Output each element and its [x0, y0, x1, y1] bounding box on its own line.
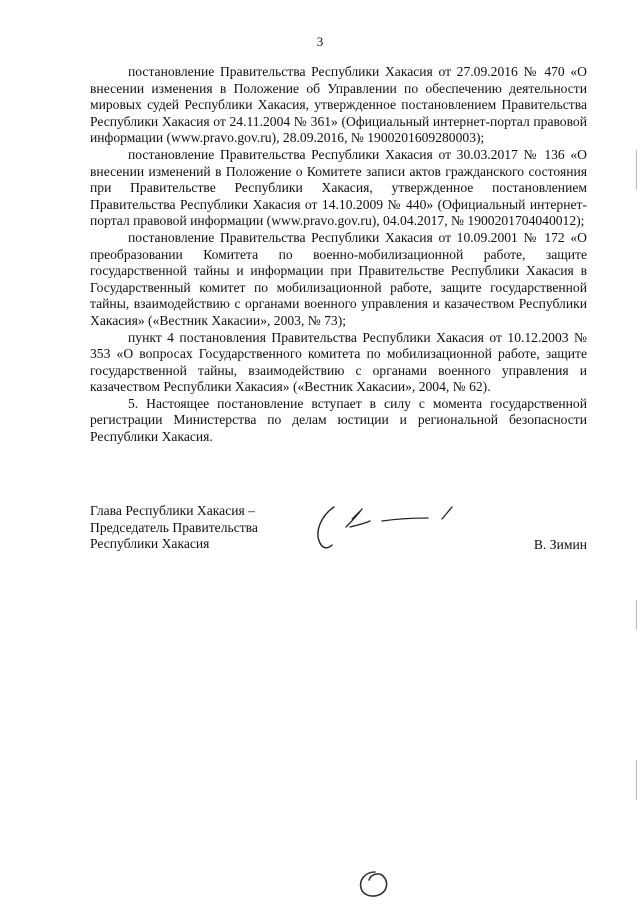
- scan-edge-line: [636, 150, 637, 190]
- signer-title-line: Глава Республики Хакасия –: [90, 503, 255, 518]
- paragraph-resolution-172: постановление Правительства Республики Хакасия от 10.09.2001 № 172 «О преобразовании Комитета по военно-мобилизационной работе, защите государственной тайны и информации при Правительстве Республики Хакасия в Государственный комитет по мобилизационной работе, защите государственной тайны, взаимодействию с органами военного управления и казачеством Республики Хакасия» («Вестник Хакасии», 2003, № 73);: [90, 229, 587, 328]
- signer-name: В. Зимин: [533, 537, 587, 552]
- scan-edge-line: [636, 760, 637, 800]
- paragraph-effective-date: 5. Настоящее постановление вступает в силу с момента государственной регистрации Министерства по делам юстиции и региональной безопасности Республики Хакасия.: [90, 395, 587, 445]
- signer-title: [90, 503, 258, 553]
- paragraph-resolution-353: пункт 4 постановления Правительства Республики Хакасия от 10.12.2003 № 353 «О вопросах Государственного комитета по мобилизационной работе, защите государственной тайны, взаимодействию с органами военного управления и казачеством Республики Хакасия» («Вестник Хакасии», 2004, № 62).: [90, 329, 587, 395]
- handwritten-signature: [312, 497, 462, 557]
- document-body: [90, 64, 587, 446]
- paragraph-resolution-136: постановление Правительства Республики Хакасия от 30.03.2017 № 136 «О внесении изменений в Положение о Комитете записи актов гражданского состояния при Правительстве Республики Хакасия, утвержденное постановлением Правительства Республики Хакасия от 14.10.2009 № 440» (Официальный интернет-портал правовой информации (www.pravo.gov.ru), 04.04.2017, № 1900201704040012);: [90, 146, 587, 229]
- page-mark-icon: [355, 868, 395, 900]
- page-number: 3: [316, 34, 324, 49]
- scan-edge-line: [636, 600, 637, 630]
- signer-title-line: Республики Хакасия: [90, 536, 210, 552]
- paragraph-resolution-470: постановление Правительства Республики Хакасия от 27.09.2016 № 470 «О внесении изменения в Положение об Управлении по обеспечению деятельности мировых судей Республики Хакасия, утвержденное постановлением Правительства Республики Хакасия от 24.11.2004 № 361» (Официальный интернет-портал правовой информации (www.pravo.gov.ru), 28.09.2016, № 1900201609280003);: [90, 64, 587, 146]
- signer-title-line: Председатель Правительства: [90, 519, 258, 535]
